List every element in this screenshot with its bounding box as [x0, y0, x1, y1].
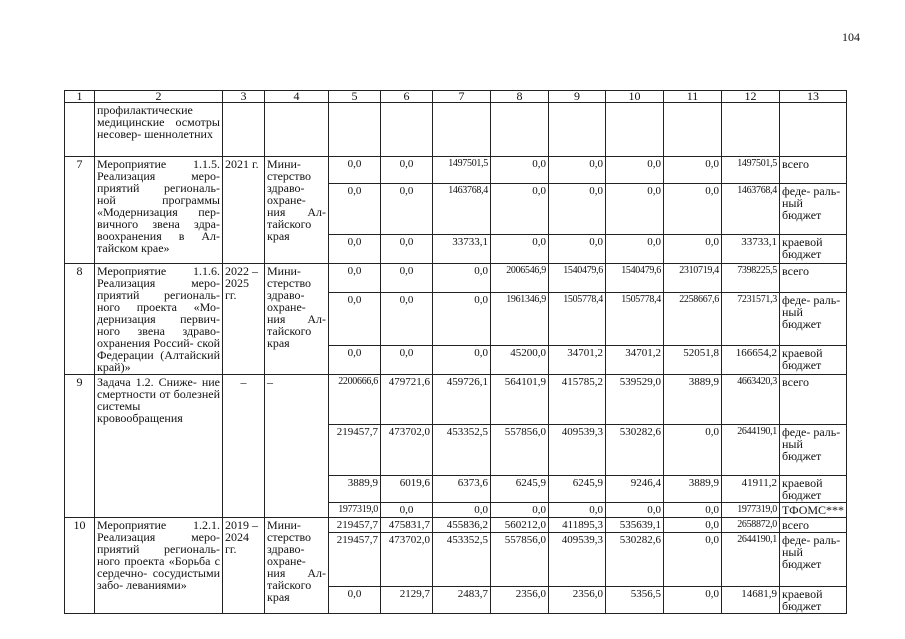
column-header: 7 — [433, 91, 491, 103]
column-header: 4 — [265, 91, 329, 103]
value-cell: 0,0 — [329, 235, 381, 264]
value-cell: 219457,7 — [329, 533, 381, 587]
value-cell: 0,0 — [664, 235, 722, 264]
column-header: 5 — [329, 91, 381, 103]
executor: – — [265, 375, 329, 518]
value-cell: 7398225,5 — [722, 264, 780, 293]
table-row — [65, 264, 847, 293]
value-cell: 2658872,0 — [722, 518, 780, 533]
value-cell: 411895,3 — [549, 518, 606, 533]
value-cell: 6245,9 — [491, 476, 549, 503]
table-row — [65, 518, 847, 533]
value-cell: 0,0 — [491, 503, 549, 518]
column-header: 3 — [223, 91, 265, 103]
page-number: 104 — [842, 30, 860, 44]
value-cell: 0,0 — [433, 292, 491, 346]
executor: Мини- стерство здраво- охране- ния Ал- тайского края — [265, 264, 329, 375]
value-cell: 0,0 — [491, 157, 549, 184]
value-cell: 557856,0 — [491, 533, 549, 587]
value-cell: 557856,0 — [491, 425, 549, 476]
value-cell: 3889,9 — [664, 476, 722, 503]
value-cell: 560212,0 — [491, 518, 549, 533]
value-cell: 2483,7 — [433, 587, 491, 614]
funding-source: всего — [780, 157, 847, 184]
budget-table — [64, 90, 847, 614]
row-number: 8 — [65, 264, 95, 375]
value-cell: 0,0 — [491, 184, 549, 235]
continuation-text: профилактические медицинские осмотры несовер- шеннолетних — [95, 103, 223, 157]
period: 2019 – 2024 гг. — [223, 518, 265, 614]
value-cell: 1977319,0 — [329, 503, 381, 518]
value-cell: 0,0 — [381, 346, 433, 375]
value-cell: 33733,1 — [722, 235, 780, 264]
value-cell: 41911,2 — [722, 476, 780, 503]
value-cell: 0,0 — [664, 587, 722, 614]
measure-name: Задача 1.2. Сниже- ние смертности от болезней системы кровообращения — [95, 375, 223, 518]
value-cell: 1961346,9 — [491, 292, 549, 346]
value-cell: 0,0 — [329, 346, 381, 375]
value-cell: 1463768,4 — [433, 184, 491, 235]
column-header: 2 — [95, 91, 223, 103]
value-cell: 2644190,1 — [722, 533, 780, 587]
value-cell: 0,0 — [329, 587, 381, 614]
value-cell: 415785,2 — [549, 375, 606, 425]
value-cell: 7231571,3 — [722, 292, 780, 346]
column-header: 6 — [381, 91, 433, 103]
value-cell: 455836,2 — [433, 518, 491, 533]
value-cell: 3889,9 — [329, 476, 381, 503]
value-cell: 0,0 — [549, 235, 606, 264]
column-header: 11 — [664, 91, 722, 103]
measure-name: Мероприятие 1.1.5. Реализация меро- приятий региональ- ной программы «Модернизация пер- вичного звена здра- воохранения в Ал- тайском крае» — [95, 157, 223, 264]
value-cell: 0,0 — [381, 157, 433, 184]
value-cell: 2310719,4 — [664, 264, 722, 293]
value-cell: 0,0 — [433, 346, 491, 375]
value-cell: 0,0 — [606, 157, 664, 184]
value-cell: 453352,5 — [433, 425, 491, 476]
value-cell: 2356,0 — [549, 587, 606, 614]
value-cell: 0,0 — [381, 503, 433, 518]
row-number: 10 — [65, 518, 95, 614]
value-cell: 473702,0 — [381, 533, 433, 587]
value-cell: 530282,6 — [606, 533, 664, 587]
executor: Мини- стерство здраво- охране- ния Ал- тайского края — [265, 518, 329, 614]
value-cell: 2129,7 — [381, 587, 433, 614]
value-cell: 530282,6 — [606, 425, 664, 476]
value-cell: 0,0 — [664, 518, 722, 533]
value-cell: 0,0 — [329, 157, 381, 184]
column-header: 10 — [606, 91, 664, 103]
continuation-row — [65, 103, 847, 157]
value-cell: 0,0 — [606, 184, 664, 235]
value-cell: 2200666,6 — [329, 375, 381, 425]
value-cell: 473702,0 — [381, 425, 433, 476]
value-cell: 1497501,5 — [433, 157, 491, 184]
value-cell: 479721,6 — [381, 375, 433, 425]
value-cell: 6373,6 — [433, 476, 491, 503]
funding-source: ТФОМС*** — [780, 503, 847, 518]
value-cell: 453352,5 — [433, 533, 491, 587]
funding-source: феде- раль- ный бюджет — [780, 292, 847, 346]
header-row — [65, 91, 847, 103]
value-cell: 0,0 — [381, 235, 433, 264]
value-cell: 564101,9 — [491, 375, 549, 425]
value-cell: 0,0 — [433, 264, 491, 293]
column-header: 12 — [722, 91, 780, 103]
value-cell: 4663420,3 — [722, 375, 780, 425]
table-row — [65, 157, 847, 184]
value-cell: 0,0 — [381, 292, 433, 346]
value-cell: 2644190,1 — [722, 425, 780, 476]
value-cell: 2258667,6 — [664, 292, 722, 346]
funding-source: краевой бюджет — [780, 235, 847, 264]
value-cell: 0,0 — [433, 503, 491, 518]
value-cell: 166654,2 — [722, 346, 780, 375]
value-cell: 1540479,6 — [549, 264, 606, 293]
funding-source: всего — [780, 375, 847, 425]
value-cell: 0,0 — [381, 264, 433, 293]
value-cell: 0,0 — [664, 503, 722, 518]
funding-source: краевой бюджет — [780, 346, 847, 375]
value-cell: 0,0 — [329, 292, 381, 346]
value-cell: 2006546,9 — [491, 264, 549, 293]
value-cell: 0,0 — [491, 235, 549, 264]
value-cell: 34701,2 — [549, 346, 606, 375]
value-cell: 539529,0 — [606, 375, 664, 425]
period: – — [223, 375, 265, 518]
funding-source: всего — [780, 264, 847, 293]
value-cell: 1505778,4 — [549, 292, 606, 346]
value-cell: 2356,0 — [491, 587, 549, 614]
value-cell: 1463768,4 — [722, 184, 780, 235]
value-cell: 0,0 — [549, 157, 606, 184]
value-cell: 409539,3 — [549, 533, 606, 587]
value-cell: 475831,7 — [381, 518, 433, 533]
funding-source: краевой бюджет — [780, 476, 847, 503]
value-cell: 1977319,0 — [722, 503, 780, 518]
value-cell: 0,0 — [664, 533, 722, 587]
value-cell: 1497501,5 — [722, 157, 780, 184]
value-cell: 459726,1 — [433, 375, 491, 425]
value-cell: 219457,7 — [329, 518, 381, 533]
value-cell: 0,0 — [329, 184, 381, 235]
row-number: 9 — [65, 375, 95, 518]
value-cell: 0,0 — [606, 235, 664, 264]
funding-source: феде- раль- ный бюджет — [780, 184, 847, 235]
value-cell: 0,0 — [606, 503, 664, 518]
value-cell: 0,0 — [329, 264, 381, 293]
funding-source: всего — [780, 518, 847, 533]
column-header: 1 — [65, 91, 95, 103]
value-cell: 0,0 — [664, 184, 722, 235]
column-header: 9 — [549, 91, 606, 103]
value-cell: 535639,1 — [606, 518, 664, 533]
funding-source: краевой бюджет — [780, 587, 847, 614]
column-header: 8 — [491, 91, 549, 103]
column-header: 13 — [780, 91, 847, 103]
value-cell: 0,0 — [381, 184, 433, 235]
executor: Мини- стерство здраво- охране- ния Ал- тайского края — [265, 157, 329, 264]
value-cell: 5356,5 — [606, 587, 664, 614]
value-cell: 33733,1 — [433, 235, 491, 264]
funding-source: феде- раль- ный бюджет — [780, 425, 847, 476]
value-cell: 6245,9 — [549, 476, 606, 503]
value-cell: 0,0 — [549, 503, 606, 518]
value-cell: 45200,0 — [491, 346, 549, 375]
period: 2021 г. — [223, 157, 265, 264]
value-cell: 0,0 — [664, 425, 722, 476]
value-cell: 3889,9 — [664, 375, 722, 425]
value-cell: 0,0 — [664, 157, 722, 184]
period: 2022 – 2025 гг. — [223, 264, 265, 375]
value-cell: 9246,4 — [606, 476, 664, 503]
value-cell: 1540479,6 — [606, 264, 664, 293]
measure-name: Мероприятие 1.2.1. Реализация меро- приятий региональ- ного проекта «Борьба с сердечно- сосудистыми забо- леваниями» — [95, 518, 223, 614]
value-cell: 409539,3 — [549, 425, 606, 476]
value-cell: 52051,8 — [664, 346, 722, 375]
value-cell: 34701,2 — [606, 346, 664, 375]
value-cell: 6019,6 — [381, 476, 433, 503]
value-cell: 1505778,4 — [606, 292, 664, 346]
value-cell: 219457,7 — [329, 425, 381, 476]
table-row — [65, 375, 847, 425]
value-cell: 0,0 — [549, 184, 606, 235]
measure-name: Мероприятие 1.1.6. Реализация меро- приятий региональ- ного проекта «Мо- дернизация первич- ного звена здраво- охранения Россий- ской Федерации (Алтайский край)» — [95, 264, 223, 375]
funding-source: феде- раль- ный бюджет — [780, 533, 847, 587]
value-cell: 14681,9 — [722, 587, 780, 614]
row-number: 7 — [65, 157, 95, 264]
